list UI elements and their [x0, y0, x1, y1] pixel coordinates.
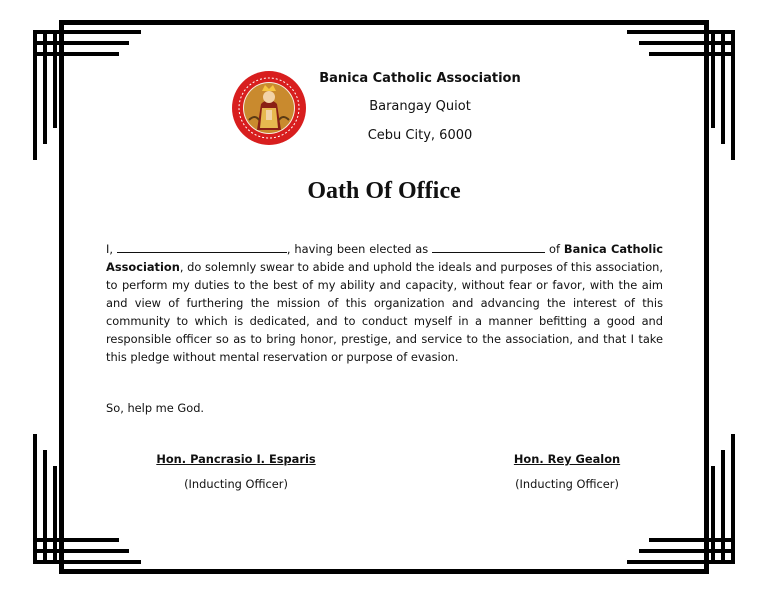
name-blank[interactable] [117, 241, 287, 253]
oath-association-name: Banica Catholic Association [106, 242, 663, 274]
association-seal-icon [231, 70, 307, 146]
oath-of-word: of [545, 242, 564, 256]
signatory-name: Hon. Pancrasio I. Esparis [156, 452, 316, 466]
oath-mid: , having been elected as [286, 242, 433, 256]
oath-prefix: I, [106, 242, 117, 256]
document-title: Oath Of Office [307, 178, 461, 204]
oath-body: , do solemnly swear to abide and uphold the ideals and purposes of this association, to perform my duties to the best of my ability and capacity, without fear or favor, with the aim and view of furthering the mission of this organization and advancing the interest of this community to which is dedicated, and to conduct myself in a manner befitting a good and responsible officer so as to bring honor, prestige, and service to the association, and that I take this pledge without mental reservation or purpose of evasion. [106, 260, 663, 364]
signatory-name: Hon. Rey Gealon [513, 452, 621, 466]
signatory-role: (Inducting Officer) [515, 477, 619, 491]
position-blank[interactable] [432, 241, 545, 253]
closing-line: So, help me God. [106, 401, 205, 415]
signatory-role: (Inducting Officer) [184, 477, 288, 491]
organization-city: Cebu City, 6000 [367, 128, 473, 143]
organization-barangay: Barangay Quiot [369, 99, 471, 114]
oath-paragraph [106, 240, 663, 366]
signatory-right [496, 452, 638, 491]
organization-name: Banica Catholic Association [319, 71, 521, 86]
signatory-left [150, 452, 322, 491]
